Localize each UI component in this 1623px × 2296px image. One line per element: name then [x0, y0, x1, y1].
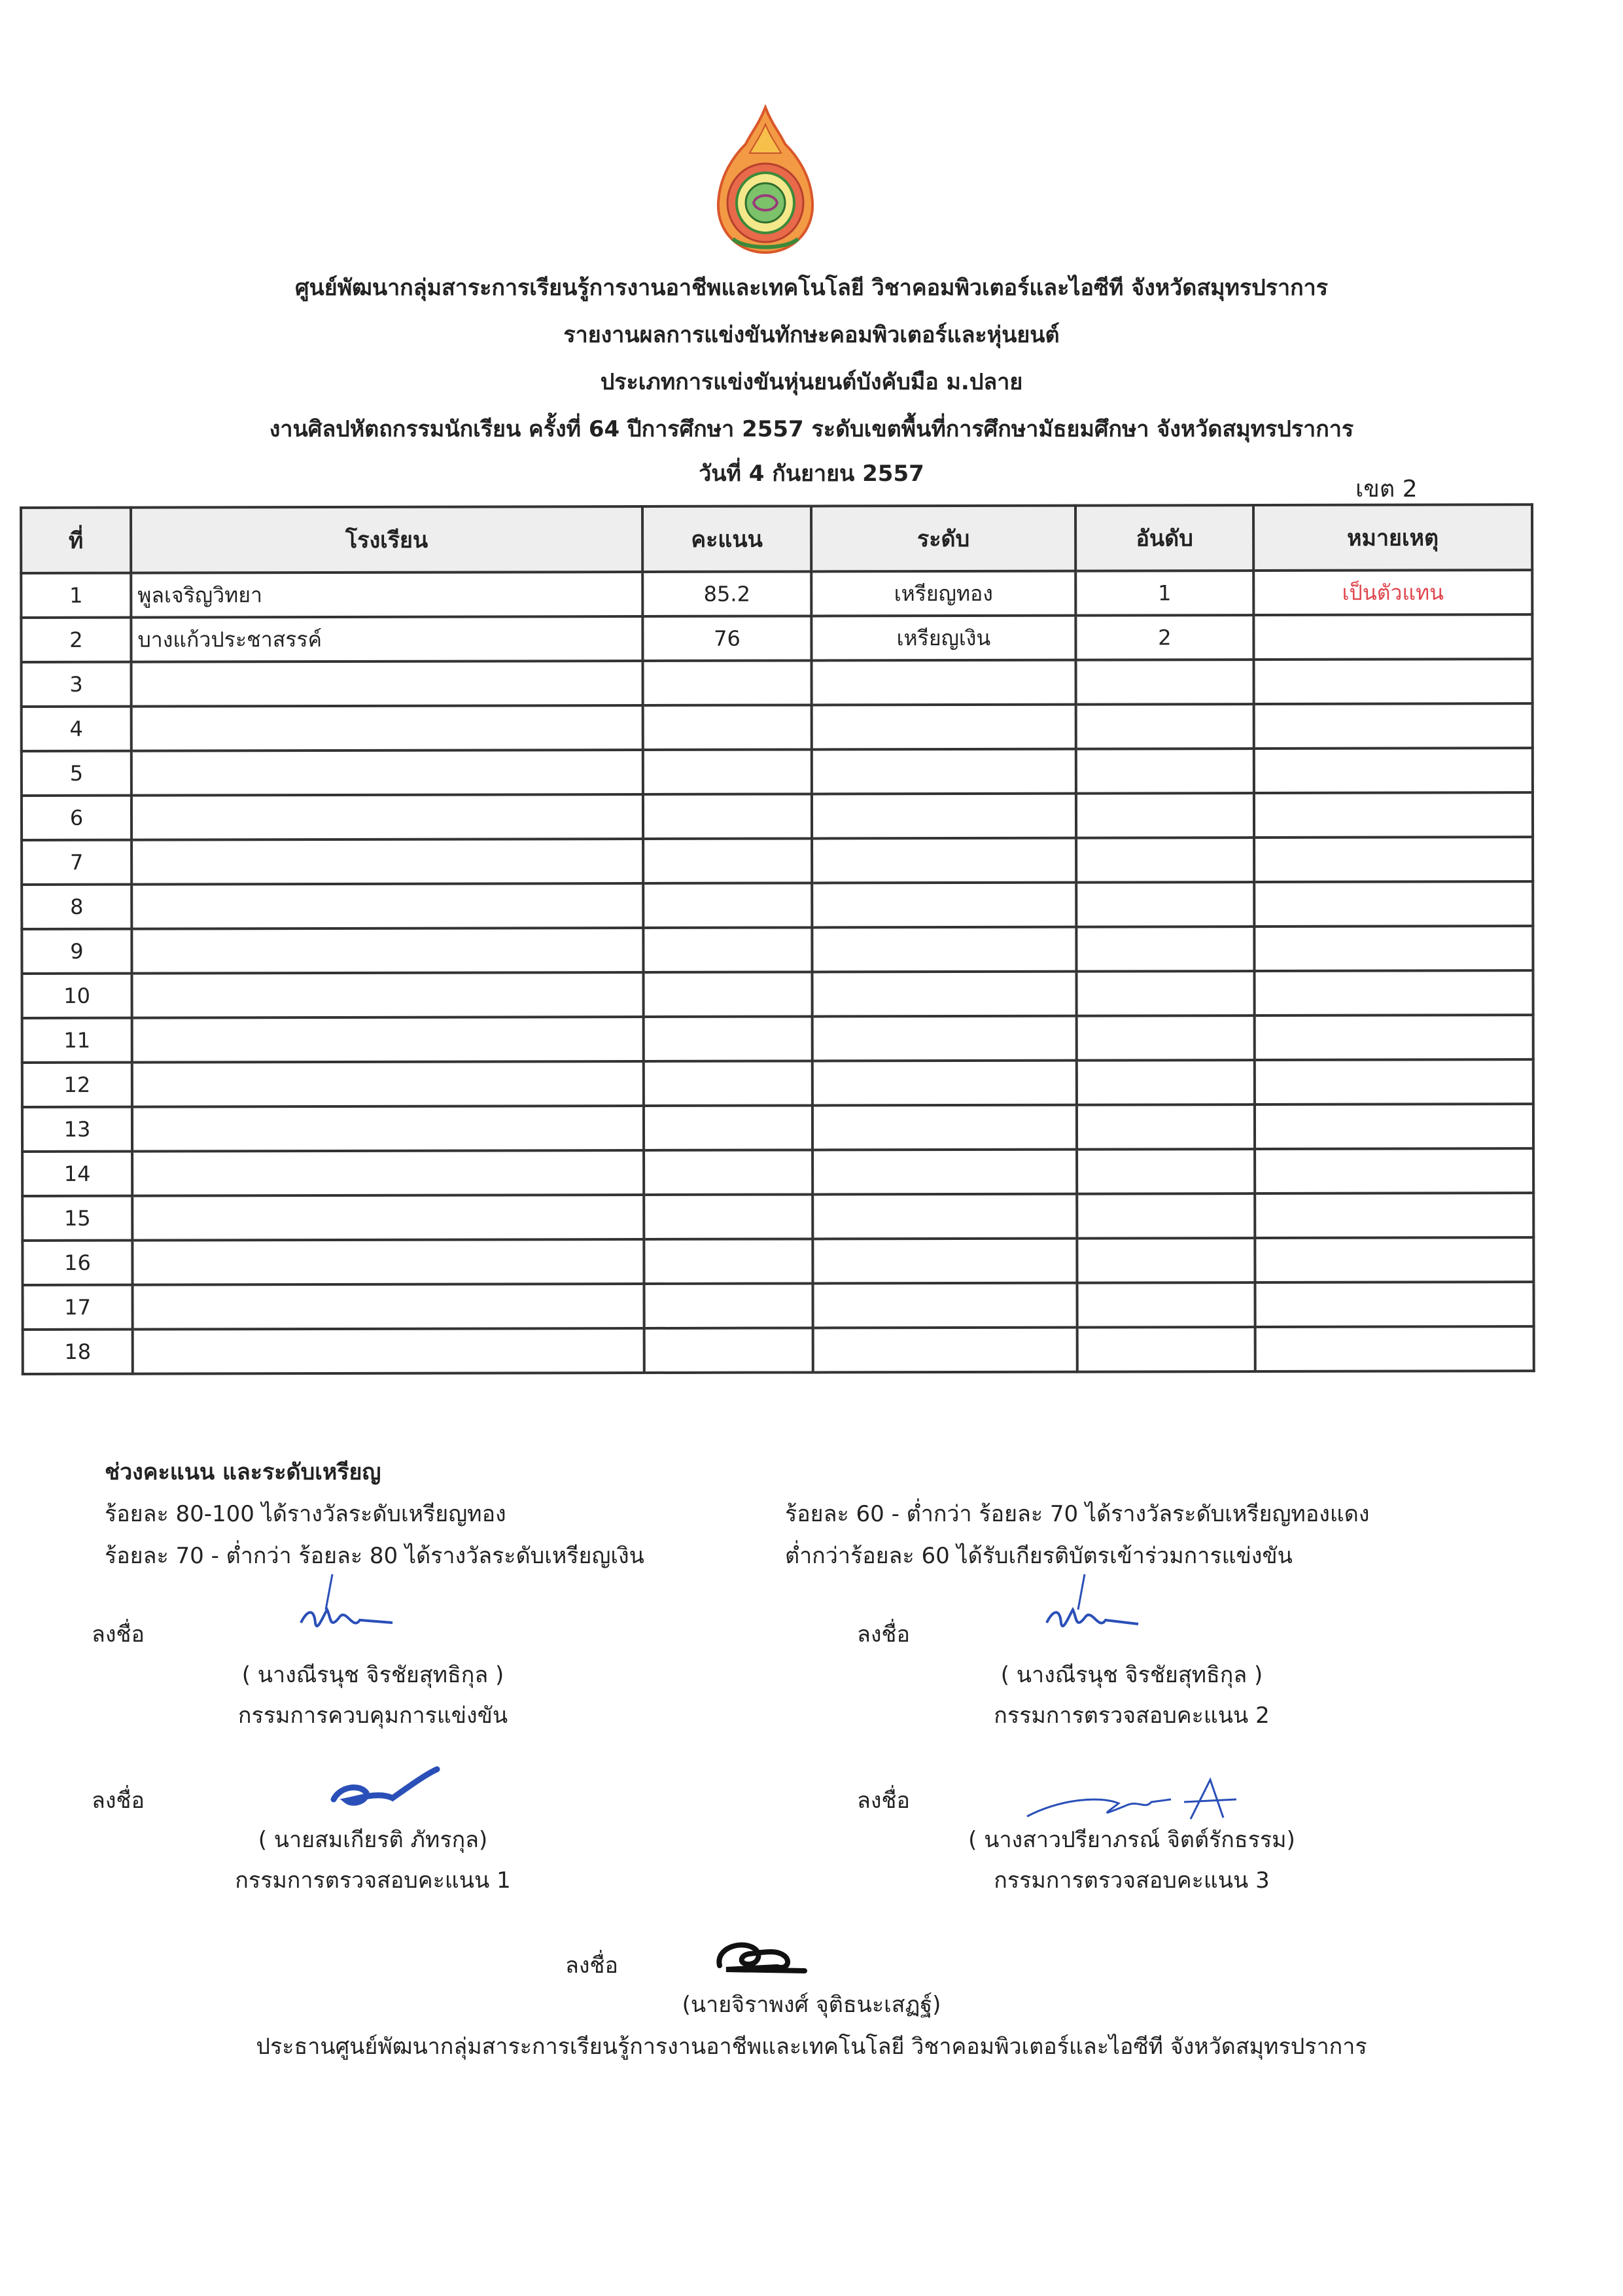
cell-score: 85.2 [642, 571, 811, 616]
table-row [22, 703, 1533, 751]
cell-score [644, 1194, 812, 1239]
cell-score [644, 1150, 812, 1195]
cell-level [812, 1150, 1077, 1195]
cell-school [131, 705, 643, 751]
cell-rank: 1 [1075, 571, 1253, 616]
cell-no: 9 [22, 929, 131, 974]
cell-school [132, 1195, 644, 1241]
cell-score [644, 1283, 812, 1328]
table-row [22, 1193, 1533, 1241]
cell-note [1254, 792, 1533, 838]
emblem-logo [713, 105, 818, 255]
cell-note [1254, 837, 1533, 882]
cell-school [132, 1284, 644, 1330]
signer-3-name: ( นายสมเกียรติ ภัทรกุล) [258, 1827, 488, 1853]
cell-level [812, 1105, 1077, 1150]
cell-note [1255, 1282, 1533, 1327]
cell-level [811, 660, 1075, 705]
table-row [22, 926, 1533, 974]
cell-school: บางแก้วประชาสรรค์ [131, 616, 642, 662]
table-row [22, 1148, 1533, 1196]
zone-label: เขต 2 [1355, 476, 1418, 503]
cell-school [131, 928, 643, 974]
cell-school [131, 661, 642, 707]
cell-level [812, 927, 1076, 972]
cell-no: 4 [22, 707, 131, 751]
cell-note [1253, 614, 1532, 660]
cell-score [643, 927, 812, 972]
cell-school [132, 1017, 644, 1063]
column-header-level: ระดับ [811, 506, 1075, 572]
cell-rank: 2 [1075, 615, 1253, 660]
cell-school [132, 1061, 644, 1107]
cell-rank [1076, 927, 1254, 972]
table-row [23, 1326, 1534, 1374]
cell-school [132, 1150, 644, 1196]
sign-label-1: ลงชื่อ [92, 1621, 145, 1648]
table-row [22, 970, 1533, 1018]
column-header-score: คะแนน [642, 506, 811, 572]
cell-score [643, 838, 812, 883]
criteria-participation: ต่ำกว่าร้อยละ 60 ได้รับเกียรติบัตรเข้าร่วมการแข่งขัน [785, 1543, 1293, 1569]
cell-level: เหรียญทอง [811, 571, 1075, 616]
signer-3-role: กรรมการตรวจสอบคะแนน 1 [235, 1867, 511, 1894]
cell-rank [1077, 1149, 1255, 1194]
cell-rank [1076, 971, 1254, 1016]
cell-note [1255, 1148, 1533, 1193]
header-line-2: รายงานผลการแข่งขันทักษะคอมพิวเตอร์และหุ่นยนต์ [563, 322, 1060, 348]
cell-score [642, 660, 811, 705]
cell-rank [1075, 660, 1253, 705]
table-row [21, 570, 1532, 618]
cell-note [1255, 1104, 1533, 1149]
cell-level [812, 749, 1076, 794]
signer-4-role: กรรมการตรวจสอบคะแนน 3 [994, 1867, 1270, 1894]
table-row [22, 748, 1533, 796]
cell-score [643, 705, 812, 750]
cell-no: 17 [22, 1285, 132, 1330]
cell-level [812, 1194, 1077, 1239]
signature-2 [1040, 1570, 1145, 1642]
cell-rank [1077, 1238, 1255, 1283]
cell-score [644, 1016, 812, 1061]
cell-note [1254, 881, 1533, 927]
cell-rank [1077, 1060, 1255, 1105]
table-row [21, 659, 1532, 707]
cell-score [643, 972, 812, 1017]
cell-note [1253, 659, 1532, 704]
cell-level [812, 838, 1076, 883]
table-row [22, 881, 1533, 929]
sign-label-4: ลงชื่อ [857, 1788, 910, 1814]
cell-level [813, 1328, 1077, 1373]
cell-level [812, 794, 1076, 839]
cell-note [1255, 1237, 1533, 1282]
criteria-title: ช่วงคะแนน และระดับเหรียญ [105, 1459, 381, 1485]
cell-note [1255, 1015, 1533, 1060]
cell-no: 1 [21, 573, 131, 618]
cell-level [812, 1016, 1077, 1061]
cell-school [131, 794, 643, 840]
criteria-bronze: ร้อยละ 60 - ต่ำกว่า ร้อยละ 70 ได้รางวัลระดับเหรียญทองแดง [785, 1501, 1370, 1527]
cell-score [643, 794, 812, 839]
cell-rank [1077, 1282, 1255, 1328]
cell-no: 2 [21, 618, 131, 662]
signer-2-role: กรรมการตรวจสอบคะแนน 2 [994, 1703, 1270, 1729]
cell-level [812, 705, 1076, 750]
cell-note [1254, 748, 1533, 793]
cell-no: 12 [22, 1063, 132, 1107]
cell-school [131, 883, 643, 929]
cell-rank [1077, 1193, 1255, 1239]
sign-label-2: ลงชื่อ [857, 1621, 910, 1648]
column-header-rank: อันดับ [1075, 505, 1253, 571]
header-line-3: ประเภทการแข่งขันหุ่นยนต์บังคับมือ ม.ปลาย [600, 369, 1023, 395]
cell-level [812, 1239, 1077, 1284]
signer-1-role: กรรมการควบคุมการแข่งขัน [237, 1703, 508, 1729]
cell-no: 8 [22, 885, 131, 929]
signer-5-role: ประธานศูนย์พัฒนากลุ่มสาระการเรียนรู้การงานอาชีพและเทคโนโลยี วิชาคอมพิวเตอร์และไอซีที จังหวัดสมุทรปราการ [256, 2034, 1367, 2060]
cell-no: 18 [23, 1330, 133, 1374]
signer-5-name: (นายจิราพงศ์ จุติธนะเสฏฐ์) [682, 1992, 941, 2018]
cell-rank [1076, 882, 1254, 927]
cell-rank [1076, 749, 1254, 794]
cell-no: 10 [22, 974, 131, 1018]
cell-no: 3 [21, 662, 131, 707]
cell-level: เหรียญเงิน [811, 616, 1075, 661]
cell-score [644, 1328, 813, 1373]
cell-school: พูลเจริญวิทยา [131, 572, 642, 618]
cell-note [1254, 703, 1533, 749]
cell-no: 14 [22, 1152, 132, 1196]
cell-no: 7 [22, 840, 131, 885]
cell-score: 76 [642, 616, 811, 661]
cell-school [132, 1239, 644, 1285]
header-line-1: ศูนย์พัฒนากลุ่มสาระการเรียนรู้การงานอาชีพและเทคโนโลยี วิชาคอมพิวเตอร์และไอซีที จังหวัดสมุทรปราการ [294, 275, 1329, 301]
header-date: วันที่ 4 กันยายน 2557 [699, 461, 924, 487]
column-header-note: หมายเหตุ [1253, 504, 1532, 571]
cell-school [133, 1328, 644, 1374]
cell-no: 15 [22, 1196, 132, 1241]
cell-level [812, 1283, 1077, 1328]
criteria-gold: ร้อยละ 80-100 ได้รางวัลระดับเหรียญทอง [105, 1501, 506, 1527]
cell-note [1255, 1193, 1533, 1238]
cell-school [132, 1106, 644, 1152]
table-row [22, 1237, 1533, 1285]
signer-2-name: ( นางณีรนุช จิรชัยสุทธิกุล ) [1000, 1662, 1263, 1688]
cell-rank [1077, 1327, 1255, 1372]
cell-rank [1076, 704, 1254, 749]
cell-rank [1077, 1104, 1255, 1150]
header-line-4: งานศิลปหัตถกรรมนักเรียน ครั้งที่ 64 ปีการศึกษา 2557 ระดับเขตพื้นที่การศึกษามัธยมศึกษา จังหวัดสมุทรปราการ [269, 416, 1354, 442]
cell-no: 6 [22, 796, 131, 840]
cell-note [1254, 970, 1533, 1016]
table-row [22, 837, 1533, 885]
cell-rank [1077, 1016, 1255, 1061]
cell-score [643, 883, 812, 928]
table-row [22, 1059, 1533, 1107]
table-row [22, 792, 1533, 840]
cell-level [812, 883, 1076, 928]
cell-note [1255, 1059, 1533, 1104]
cell-rank [1076, 793, 1254, 838]
cell-no: 11 [22, 1018, 132, 1063]
signature-1 [294, 1570, 399, 1642]
cell-note [1254, 926, 1533, 971]
cell-no: 13 [22, 1107, 132, 1152]
cell-school [131, 750, 643, 796]
cell-rank [1076, 838, 1254, 883]
table-header-row [21, 504, 1532, 573]
table-row [22, 1104, 1533, 1152]
cell-score [644, 1061, 812, 1106]
cell-level [812, 1061, 1077, 1106]
table-row [22, 1015, 1533, 1063]
criteria-silver: ร้อยละ 70 - ต่ำกว่า ร้อยละ 80 ได้รางวัลระดับเหรียญเงิน [105, 1543, 644, 1569]
cell-score [643, 749, 812, 794]
sign-label-3: ลงชื่อ [92, 1788, 145, 1814]
signer-4-name: ( นางสาวปรียาภรณ์ จิตต์รักธรรม) [968, 1827, 1295, 1853]
sign-label-5: ลงชื่อ [565, 1952, 618, 1979]
cell-score [644, 1239, 812, 1284]
signature-3 [327, 1760, 445, 1819]
signature-4 [1021, 1773, 1243, 1826]
cell-level [812, 972, 1076, 1017]
signer-1-name: ( นางณีรนุช จิรชัยสุทธิกุล ) [241, 1662, 504, 1688]
table-row [22, 1282, 1533, 1330]
cell-school [131, 972, 643, 1018]
column-header-no: ที่ [21, 508, 131, 573]
column-header-school: โรงเรียน [131, 506, 642, 573]
cell-no: 16 [22, 1241, 132, 1285]
cell-school [131, 839, 643, 885]
signature-5 [713, 1935, 811, 1981]
table-row [21, 614, 1532, 662]
cell-no: 5 [22, 751, 131, 796]
results-table [20, 503, 1535, 1375]
cell-note [1255, 1326, 1534, 1371]
cell-score [644, 1105, 812, 1150]
cell-note: เป็นตัวแทน [1253, 570, 1532, 615]
